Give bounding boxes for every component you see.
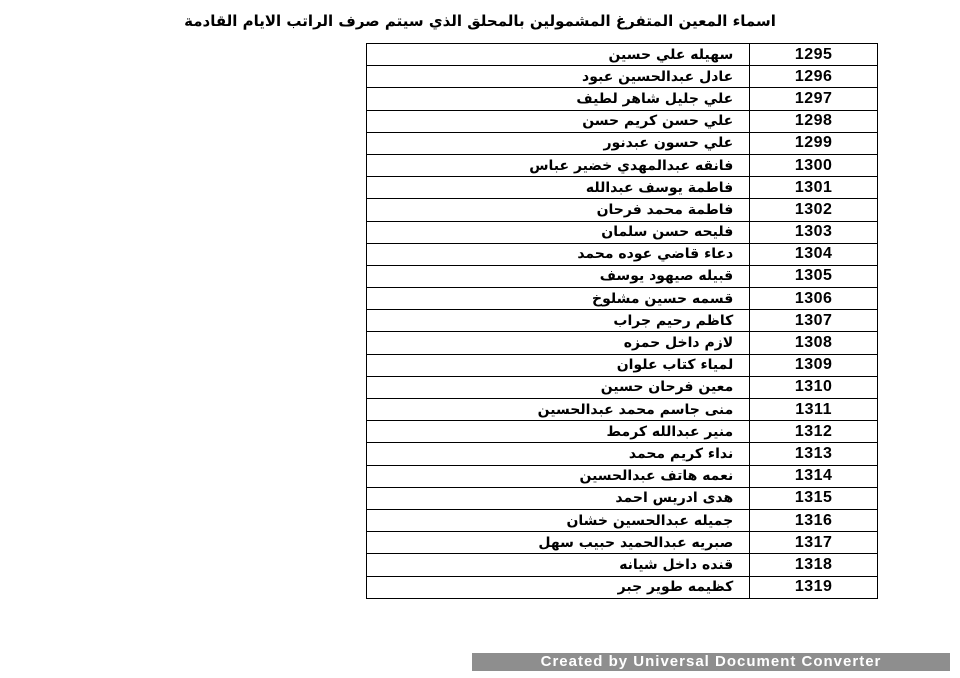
- number-cell: 1303: [750, 221, 878, 243]
- number-cell: 1304: [750, 243, 878, 265]
- name-cell: علي حسون عبدنور: [367, 132, 750, 154]
- number-cell: 1305: [750, 265, 878, 287]
- number-cell: 1313: [750, 443, 878, 465]
- table-row: [367, 509, 878, 531]
- name-cell: منير عبدالله كرمط: [367, 421, 750, 443]
- name-cell: كظيمه طوير جبر: [367, 576, 750, 598]
- number-cell: 1301: [750, 177, 878, 199]
- table-row: [367, 399, 878, 421]
- number-cell: 1297: [750, 88, 878, 110]
- name-cell: منى جاسم محمد عبدالحسين: [367, 399, 750, 421]
- table-row: [367, 265, 878, 287]
- table-row: [367, 288, 878, 310]
- table-row: [367, 221, 878, 243]
- table-row: [367, 66, 878, 88]
- name-cell: فليحه حسن سلمان: [367, 221, 750, 243]
- name-cell: قسمه حسين مشلوخ: [367, 288, 750, 310]
- number-cell: 1298: [750, 110, 878, 132]
- table-row: [367, 110, 878, 132]
- name-cell: هدى ادريس احمد: [367, 487, 750, 509]
- number-cell: 1316: [750, 509, 878, 531]
- name-cell: قنده داخل شيانه: [367, 554, 750, 576]
- number-cell: 1319: [750, 576, 878, 598]
- number-cell: 1317: [750, 532, 878, 554]
- table-row: [367, 332, 878, 354]
- name-cell: علي جليل شاهر لطيف: [367, 88, 750, 110]
- table-row: [367, 576, 878, 598]
- number-cell: 1306: [750, 288, 878, 310]
- table-row: [367, 443, 878, 465]
- number-cell: 1314: [750, 465, 878, 487]
- name-cell: لمياء كتاب علوان: [367, 354, 750, 376]
- table-row: [367, 310, 878, 332]
- names-table-container: [366, 43, 878, 599]
- number-cell: 1307: [750, 310, 878, 332]
- table-row: [367, 44, 878, 66]
- table-row: [367, 243, 878, 265]
- number-cell: 1308: [750, 332, 878, 354]
- name-cell: سهيله علي حسين: [367, 44, 750, 66]
- table-row: [367, 421, 878, 443]
- table-row: [367, 487, 878, 509]
- table-row: [367, 199, 878, 221]
- names-table-body: [367, 44, 878, 599]
- table-row: [367, 177, 878, 199]
- number-cell: 1311: [750, 399, 878, 421]
- name-cell: قبيله صيهود يوسف: [367, 265, 750, 287]
- number-cell: 1300: [750, 154, 878, 176]
- names-table: [366, 43, 878, 599]
- table-row: [367, 376, 878, 398]
- name-cell: نعمه هاتف عبدالحسين: [367, 465, 750, 487]
- page-title: اسماء المعين المتفرغ المشمولين بالمحلق الذي سيتم صرف الراتب الايام القادمة: [184, 12, 776, 30]
- table-row: [367, 532, 878, 554]
- number-cell: 1310: [750, 376, 878, 398]
- table-row: [367, 554, 878, 576]
- name-cell: لازم داخل حمزه: [367, 332, 750, 354]
- name-cell: فاطمة يوسف عبدالله: [367, 177, 750, 199]
- number-cell: 1312: [750, 421, 878, 443]
- number-cell: 1295: [750, 44, 878, 66]
- name-cell: صبريه عبدالحميد حبيب سهل: [367, 532, 750, 554]
- table-row: [367, 465, 878, 487]
- number-cell: 1299: [750, 132, 878, 154]
- number-cell: 1318: [750, 554, 878, 576]
- name-cell: علي حسن كريم حسن: [367, 110, 750, 132]
- table-row: [367, 354, 878, 376]
- name-cell: كاظم رحيم جراب: [367, 310, 750, 332]
- table-row: [367, 154, 878, 176]
- number-cell: 1296: [750, 66, 878, 88]
- number-cell: 1302: [750, 199, 878, 221]
- converter-watermark: Created by Universal Document Converter: [472, 653, 950, 671]
- name-cell: دعاء قاضي عوده محمد: [367, 243, 750, 265]
- name-cell: عادل عبدالحسين عبود: [367, 66, 750, 88]
- name-cell: نداء كريم محمد: [367, 443, 750, 465]
- name-cell: معين فرحان حسين: [367, 376, 750, 398]
- table-row: [367, 132, 878, 154]
- name-cell: جميله عبدالحسين خشان: [367, 509, 750, 531]
- table-row: [367, 88, 878, 110]
- number-cell: 1315: [750, 487, 878, 509]
- name-cell: فانقه عبدالمهدي خضير عباس: [367, 154, 750, 176]
- number-cell: 1309: [750, 354, 878, 376]
- name-cell: فاطمة محمد فرحان: [367, 199, 750, 221]
